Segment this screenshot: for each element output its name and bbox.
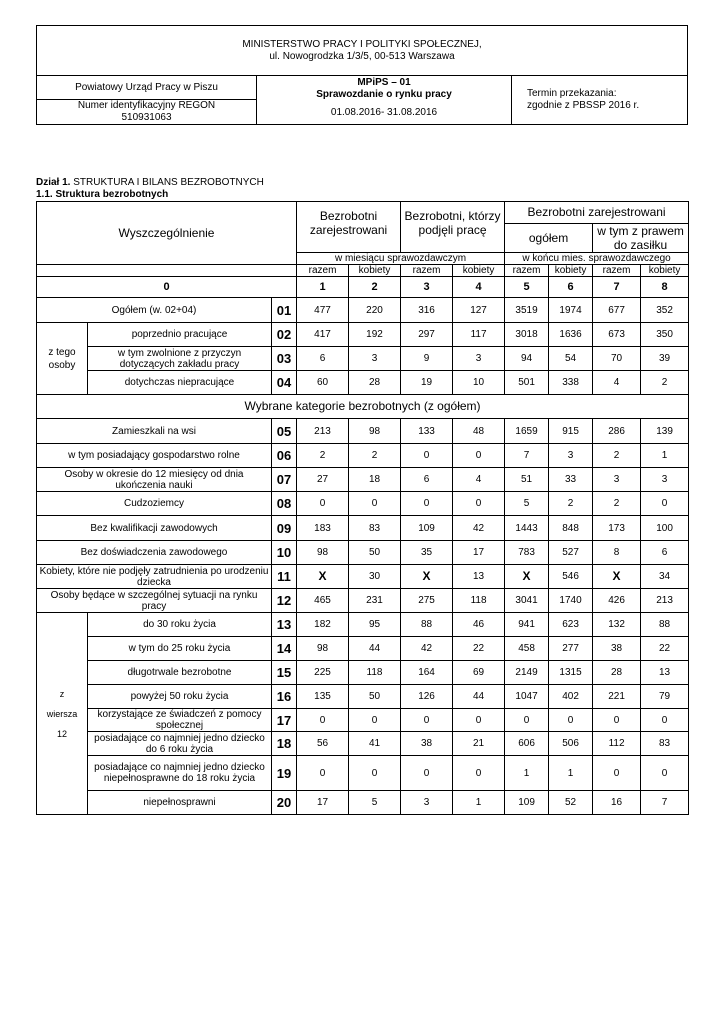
value-cell-col7: 28 bbox=[593, 661, 641, 685]
table-row bbox=[37, 589, 689, 613]
value-cell-col8: 352 bbox=[641, 298, 689, 323]
value-cell-col6: 54 bbox=[549, 347, 593, 371]
value-cell-col4: 17 bbox=[453, 541, 505, 565]
value-cell-col3: 297 bbox=[401, 323, 453, 347]
value-cell-col4: 0 bbox=[453, 492, 505, 516]
value-cell-col5: 941 bbox=[505, 613, 549, 637]
table-row bbox=[37, 756, 689, 791]
section-number: Dział 1. bbox=[36, 177, 71, 188]
value-cell-col8: 139 bbox=[641, 419, 689, 444]
value-cell-col2: 0 bbox=[349, 709, 401, 732]
value-cell-col6: 0 bbox=[549, 709, 593, 732]
value-cell-col5: 109 bbox=[505, 791, 549, 815]
table-row bbox=[37, 709, 689, 732]
group-label-text: wiersza bbox=[46, 708, 78, 719]
table-row bbox=[37, 444, 689, 468]
value-cell-col1: 477 bbox=[297, 298, 349, 323]
value-cell-col1: 0 bbox=[297, 709, 349, 732]
row-label: Bez doświadczenia zawodowego bbox=[37, 541, 272, 565]
value-cell-col2: 192 bbox=[349, 323, 401, 347]
group-label-text: z bbox=[59, 688, 65, 699]
value-cell-col2: 220 bbox=[349, 298, 401, 323]
value-cell-col4: 0 bbox=[453, 709, 505, 732]
row-label: poprzednio pracujące bbox=[88, 323, 272, 347]
form-info bbox=[257, 76, 512, 124]
value-cell-col6: 338 bbox=[549, 371, 593, 395]
value-cell-col4: 21 bbox=[453, 732, 505, 756]
value-cell-col7: 677 bbox=[593, 298, 641, 323]
value-cell-col7: 3 bbox=[593, 468, 641, 492]
value-cell-col1: 6 bbox=[297, 347, 349, 371]
col-header-kobiety: kobiety bbox=[453, 265, 505, 277]
deadline-label: Termin przekazania: bbox=[527, 88, 617, 99]
col-header-razem: razem bbox=[297, 265, 349, 277]
value-cell-col2: 3 bbox=[349, 347, 401, 371]
row-label: powyżej 50 roku życia bbox=[88, 685, 272, 709]
value-cell-col2: 2 bbox=[349, 444, 401, 468]
table-row bbox=[37, 565, 689, 589]
section-subtitle: 1.1. Struktura bezrobotnych bbox=[36, 189, 169, 200]
table-row bbox=[37, 298, 689, 323]
table-row bbox=[37, 468, 689, 492]
value-cell-col1: 98 bbox=[297, 541, 349, 565]
value-cell-col8: 13 bbox=[641, 661, 689, 685]
value-cell-col2: 28 bbox=[349, 371, 401, 395]
value-cell-col2: 5 bbox=[349, 791, 401, 815]
value-cell-col4: 44 bbox=[453, 685, 505, 709]
value-cell-col1: 465 bbox=[297, 589, 349, 613]
value-cell-col3: 126 bbox=[401, 685, 453, 709]
value-cell-col4: 4 bbox=[453, 468, 505, 492]
col-header-razem: razem bbox=[505, 265, 549, 277]
value-cell-col1: 0 bbox=[297, 756, 349, 791]
value-cell-col6: 506 bbox=[549, 732, 593, 756]
value-cell-col7: 673 bbox=[593, 323, 641, 347]
value-cell-col7: 16 bbox=[593, 791, 641, 815]
value-cell-col5: 1 bbox=[505, 756, 549, 791]
col-header-total: ogółem bbox=[505, 224, 593, 253]
row-code: 06 bbox=[272, 444, 297, 468]
col-number-5: 5 bbox=[505, 277, 549, 298]
row-label: długotrwale bezrobotne bbox=[88, 661, 272, 685]
value-cell-col8: 6 bbox=[641, 541, 689, 565]
value-cell-col2: 50 bbox=[349, 541, 401, 565]
row-code: 17 bbox=[272, 709, 297, 732]
value-cell-col2: 44 bbox=[349, 637, 401, 661]
table-row bbox=[37, 347, 689, 371]
ministry-address: ul. Nowogrodzka 1/3/5, 00-513 Warszawa bbox=[269, 51, 455, 62]
regon-label: Numer identyfikacyjny REGON bbox=[77, 100, 216, 111]
value-cell-col3: 275 bbox=[401, 589, 453, 613]
col-header-in-month: w miesiącu sprawozdawczym bbox=[297, 253, 505, 265]
regon-value: 510931063 bbox=[121, 112, 172, 123]
col-number-8: 8 bbox=[641, 277, 689, 298]
value-cell-col2: 98 bbox=[349, 419, 401, 444]
row-code: 18 bbox=[272, 732, 297, 756]
value-cell-col3: 42 bbox=[401, 637, 453, 661]
value-cell-col1: 0 bbox=[297, 492, 349, 516]
value-cell-col4: 48 bbox=[453, 419, 505, 444]
regon-block bbox=[37, 100, 257, 124]
value-cell-col6: 402 bbox=[549, 685, 593, 709]
row-label: niepełnosprawni bbox=[88, 791, 272, 815]
row-label: do 30 roku życia bbox=[88, 613, 272, 637]
form-code: MPiPS – 01 bbox=[357, 77, 411, 88]
value-cell-col1: 27 bbox=[297, 468, 349, 492]
value-cell-col1: 56 bbox=[297, 732, 349, 756]
row-label: Kobiety, które nie podjęły zatrudnienia po urodzeniu dziecka bbox=[37, 565, 272, 589]
value-cell-col2: 0 bbox=[349, 492, 401, 516]
value-cell-col5: 3018 bbox=[505, 323, 549, 347]
value-cell-col7: 38 bbox=[593, 637, 641, 661]
value-cell-col6: 915 bbox=[549, 419, 593, 444]
col-header-benefit: w tym z prawem do zasiłku bbox=[593, 224, 689, 253]
value-cell-col4: 118 bbox=[453, 589, 505, 613]
table-row bbox=[37, 661, 689, 685]
col-header-registered: Bezrobotni zarejestrowani bbox=[297, 202, 401, 253]
value-cell-col3: 0 bbox=[401, 709, 453, 732]
ministry-name: MINISTERSTWO PRACY I POLITYKI SPOŁECZNEJ, bbox=[242, 39, 482, 50]
row-label: Ogółem (w. 02+04) bbox=[37, 298, 272, 323]
group-label-text: 12 bbox=[56, 728, 67, 739]
value-cell-col8: 34 bbox=[641, 565, 689, 589]
table-row bbox=[37, 419, 689, 444]
value-cell-col8: 213 bbox=[641, 589, 689, 613]
value-cell-col2: 18 bbox=[349, 468, 401, 492]
deadline-value: zgodnie z PBSSP 2016 r. bbox=[527, 100, 640, 111]
value-cell-col8: 0 bbox=[641, 492, 689, 516]
table-row bbox=[37, 685, 689, 709]
table-row bbox=[37, 613, 689, 637]
value-cell-col5: X bbox=[505, 565, 549, 589]
row-code: 13 bbox=[272, 613, 297, 637]
value-cell-col1: 60 bbox=[297, 371, 349, 395]
value-cell-col3: 109 bbox=[401, 516, 453, 541]
value-cell-col2: 30 bbox=[349, 565, 401, 589]
col-header-kobiety: kobiety bbox=[349, 265, 401, 277]
col-header-registered-end: Bezrobotni zarejestrowani bbox=[505, 202, 689, 224]
row-code: 09 bbox=[272, 516, 297, 541]
value-cell-col4: 117 bbox=[453, 323, 505, 347]
row-code: 20 bbox=[272, 791, 297, 815]
value-cell-col2: 41 bbox=[349, 732, 401, 756]
row-code: 11 bbox=[272, 565, 297, 589]
value-cell-col5: 51 bbox=[505, 468, 549, 492]
row-code: 16 bbox=[272, 685, 297, 709]
col-number-3: 3 bbox=[401, 277, 453, 298]
col-header-empty bbox=[37, 265, 297, 277]
value-cell-col7: 132 bbox=[593, 613, 641, 637]
value-cell-col5: 7 bbox=[505, 444, 549, 468]
value-cell-col6: 848 bbox=[549, 516, 593, 541]
col-number-4: 4 bbox=[453, 277, 505, 298]
value-cell-col1: 183 bbox=[297, 516, 349, 541]
value-cell-col7: 70 bbox=[593, 347, 641, 371]
value-cell-col7: 8 bbox=[593, 541, 641, 565]
table-row bbox=[37, 637, 689, 661]
row-code: 02 bbox=[272, 323, 297, 347]
row-label: Cudzoziemcy bbox=[37, 492, 272, 516]
header-row-4 bbox=[37, 265, 689, 277]
col-header-razem: razem bbox=[401, 265, 453, 277]
value-cell-col4: 0 bbox=[453, 756, 505, 791]
value-cell-col4: 10 bbox=[453, 371, 505, 395]
value-cell-col6: 546 bbox=[549, 565, 593, 589]
value-cell-col8: 0 bbox=[641, 756, 689, 791]
value-cell-col8: 39 bbox=[641, 347, 689, 371]
value-cell-col5: 5 bbox=[505, 492, 549, 516]
value-cell-col5: 3519 bbox=[505, 298, 549, 323]
value-cell-col7: 2 bbox=[593, 492, 641, 516]
row-code: 08 bbox=[272, 492, 297, 516]
value-cell-col2: 95 bbox=[349, 613, 401, 637]
row-label: posiadające co najmniej jedno dziecko niepełnosprawne do 18 roku życia bbox=[88, 756, 272, 791]
value-cell-col1: 2 bbox=[297, 444, 349, 468]
value-cell-col6: 277 bbox=[549, 637, 593, 661]
value-cell-col1: 135 bbox=[297, 685, 349, 709]
report-period: 01.08.2016- 31.08.2016 bbox=[330, 107, 438, 118]
value-cell-col7: 0 bbox=[593, 709, 641, 732]
value-cell-col2: 50 bbox=[349, 685, 401, 709]
table-row bbox=[37, 323, 689, 347]
ministry-block bbox=[37, 26, 687, 76]
value-cell-col7: 0 bbox=[593, 756, 641, 791]
value-cell-col1: X bbox=[297, 565, 349, 589]
value-cell-col6: 3 bbox=[549, 444, 593, 468]
value-cell-col8: 7 bbox=[641, 791, 689, 815]
row-code: 04 bbox=[272, 371, 297, 395]
value-cell-col4: 0 bbox=[453, 444, 505, 468]
group-label-text: z tego osoby bbox=[48, 346, 76, 371]
value-cell-col5: 2149 bbox=[505, 661, 549, 685]
value-cell-col8: 88 bbox=[641, 613, 689, 637]
value-cell-col5: 94 bbox=[505, 347, 549, 371]
value-cell-col4: 127 bbox=[453, 298, 505, 323]
value-cell-col5: 458 bbox=[505, 637, 549, 661]
value-cell-col1: 213 bbox=[297, 419, 349, 444]
value-cell-col2: 231 bbox=[349, 589, 401, 613]
report-header bbox=[36, 25, 688, 125]
value-cell-col8: 2 bbox=[641, 371, 689, 395]
value-cell-col8: 0 bbox=[641, 709, 689, 732]
value-cell-col8: 22 bbox=[641, 637, 689, 661]
value-cell-col3: 3 bbox=[401, 791, 453, 815]
value-cell-col3: 6 bbox=[401, 468, 453, 492]
value-cell-col6: 527 bbox=[549, 541, 593, 565]
value-cell-col3: 9 bbox=[401, 347, 453, 371]
value-cell-col7: 112 bbox=[593, 732, 641, 756]
table-row bbox=[37, 371, 689, 395]
row-label: posiadające co najmniej jedno dziecko do 6 roku życia bbox=[88, 732, 272, 756]
value-cell-col1: 17 bbox=[297, 791, 349, 815]
value-cell-col5: 3041 bbox=[505, 589, 549, 613]
value-cell-col8: 3 bbox=[641, 468, 689, 492]
table-row bbox=[37, 732, 689, 756]
group-label-z-wiersza-12 bbox=[37, 613, 88, 815]
col-header-razem: razem bbox=[593, 265, 641, 277]
value-cell-col5: 1047 bbox=[505, 685, 549, 709]
value-cell-col3: 0 bbox=[401, 756, 453, 791]
value-cell-col5: 783 bbox=[505, 541, 549, 565]
value-cell-col1: 417 bbox=[297, 323, 349, 347]
value-cell-col8: 83 bbox=[641, 732, 689, 756]
row-code: 10 bbox=[272, 541, 297, 565]
value-cell-col4: 1 bbox=[453, 791, 505, 815]
value-cell-col3: 38 bbox=[401, 732, 453, 756]
section-title bbox=[36, 177, 264, 189]
value-cell-col4: 13 bbox=[453, 565, 505, 589]
row-code: 03 bbox=[272, 347, 297, 371]
value-cell-col5: 1443 bbox=[505, 516, 549, 541]
value-cell-col3: 35 bbox=[401, 541, 453, 565]
value-cell-col7: 426 bbox=[593, 589, 641, 613]
value-cell-col4: 22 bbox=[453, 637, 505, 661]
value-cell-col6: 1740 bbox=[549, 589, 593, 613]
value-cell-col1: 98 bbox=[297, 637, 349, 661]
value-cell-col2: 118 bbox=[349, 661, 401, 685]
row-label: Bez kwalifikacji zawodowych bbox=[37, 516, 272, 541]
value-cell-col3: 0 bbox=[401, 444, 453, 468]
table-row bbox=[37, 492, 689, 516]
row-code: 07 bbox=[272, 468, 297, 492]
col-header-desc: Wyszczególnienie bbox=[37, 202, 297, 265]
value-cell-col2: 0 bbox=[349, 756, 401, 791]
value-cell-col7: 221 bbox=[593, 685, 641, 709]
column-number-row bbox=[37, 277, 689, 298]
header-row-1 bbox=[37, 202, 689, 224]
deadline-block bbox=[512, 76, 687, 124]
row-code: 01 bbox=[272, 298, 297, 323]
value-cell-col5: 1659 bbox=[505, 419, 549, 444]
section-name: STRUKTURA I BILANS BEZROBOTNYCH bbox=[70, 177, 264, 188]
form-title: Sprawozdanie o rynku pracy bbox=[316, 89, 452, 100]
table-row bbox=[37, 541, 689, 565]
value-cell-col4: 69 bbox=[453, 661, 505, 685]
value-cell-col3: 0 bbox=[401, 492, 453, 516]
value-cell-col5: 501 bbox=[505, 371, 549, 395]
row-label: dotychczas niepracujące bbox=[88, 371, 272, 395]
value-cell-col3: 164 bbox=[401, 661, 453, 685]
value-cell-col5: 606 bbox=[505, 732, 549, 756]
col-number-7: 7 bbox=[593, 277, 641, 298]
value-cell-col7: 4 bbox=[593, 371, 641, 395]
row-code: 05 bbox=[272, 419, 297, 444]
row-code: 19 bbox=[272, 756, 297, 791]
value-cell-col3: 133 bbox=[401, 419, 453, 444]
value-cell-col6: 623 bbox=[549, 613, 593, 637]
value-cell-col7: 173 bbox=[593, 516, 641, 541]
value-cell-col1: 225 bbox=[297, 661, 349, 685]
value-cell-col6: 52 bbox=[549, 791, 593, 815]
value-cell-col6: 1 bbox=[549, 756, 593, 791]
value-cell-col8: 1 bbox=[641, 444, 689, 468]
value-cell-col6: 2 bbox=[549, 492, 593, 516]
office-name: Powiatowy Urząd Pracy w Piszu bbox=[37, 76, 257, 100]
table-row bbox=[37, 516, 689, 541]
row-code: 12 bbox=[272, 589, 297, 613]
value-cell-col7: 286 bbox=[593, 419, 641, 444]
group-label-z-tego bbox=[37, 323, 88, 395]
row-code: 15 bbox=[272, 661, 297, 685]
value-cell-col3: 316 bbox=[401, 298, 453, 323]
value-cell-col4: 3 bbox=[453, 347, 505, 371]
col-header-took-job: Bezrobotni, którzy podjęli pracę bbox=[401, 202, 505, 253]
row-label: Osoby w okresie do 12 miesięcy od dnia ukończenia nauki bbox=[37, 468, 272, 492]
value-cell-col3: X bbox=[401, 565, 453, 589]
col-number-0: 0 bbox=[37, 277, 297, 298]
value-cell-col8: 100 bbox=[641, 516, 689, 541]
col-header-end-month: w końcu mies. sprawozdawczego bbox=[505, 253, 689, 265]
value-cell-col2: 83 bbox=[349, 516, 401, 541]
row-code: 14 bbox=[272, 637, 297, 661]
col-number-2: 2 bbox=[349, 277, 401, 298]
table-row bbox=[37, 791, 689, 815]
value-cell-col6: 1974 bbox=[549, 298, 593, 323]
value-cell-col8: 350 bbox=[641, 323, 689, 347]
row-label: w tym do 25 roku życia bbox=[88, 637, 272, 661]
categories-header: Wybrane kategorie bezrobotnych (z ogółem) bbox=[37, 395, 689, 419]
value-cell-col6: 1636 bbox=[549, 323, 593, 347]
row-label: Zamieszkali na wsi bbox=[37, 419, 272, 444]
value-cell-col7: 2 bbox=[593, 444, 641, 468]
unemployment-structure-table bbox=[36, 201, 689, 815]
col-header-kobiety: kobiety bbox=[549, 265, 593, 277]
value-cell-col6: 1315 bbox=[549, 661, 593, 685]
row-label: w tym posiadający gospodarstwo rolne bbox=[37, 444, 272, 468]
col-number-6: 6 bbox=[549, 277, 593, 298]
value-cell-col5: 0 bbox=[505, 709, 549, 732]
value-cell-col4: 42 bbox=[453, 516, 505, 541]
value-cell-col3: 19 bbox=[401, 371, 453, 395]
row-label: korzystające ze świadczeń z pomocy społecznej bbox=[88, 709, 272, 732]
row-label: w tym zwolnione z przyczyn dotyczących zakładu pracy bbox=[88, 347, 272, 371]
col-number-1: 1 bbox=[297, 277, 349, 298]
col-header-kobiety: kobiety bbox=[641, 265, 689, 277]
row-label: Osoby będące w szczególnej sytuacji na rynku pracy bbox=[37, 589, 272, 613]
value-cell-col6: 33 bbox=[549, 468, 593, 492]
value-cell-col3: 88 bbox=[401, 613, 453, 637]
value-cell-col1: 182 bbox=[297, 613, 349, 637]
categories-header-row bbox=[37, 395, 689, 419]
value-cell-col7: X bbox=[593, 565, 641, 589]
value-cell-col4: 46 bbox=[453, 613, 505, 637]
value-cell-col8: 79 bbox=[641, 685, 689, 709]
